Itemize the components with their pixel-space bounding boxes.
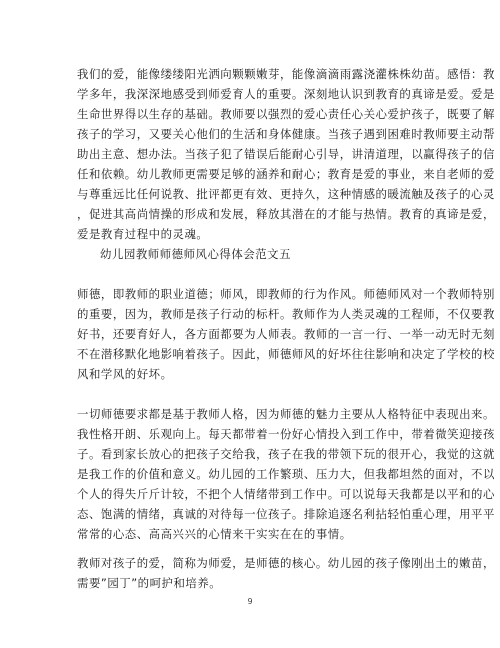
body-line: 与尊重远比任何说教、批评都更有效、更持久，这种情感的暖流触及孩子的心灵 — [77, 187, 495, 201]
body-line: 师德，即教师的职业道德；师风，即教师的行为作风。师德师风对一个教师特别 — [77, 287, 495, 301]
body-line: 我性格开朗、乐观向上。每天都带着一份好心情投入到工作中，带着微笑迎接孩 — [77, 427, 495, 441]
body-line: 风和学风的好坏。 — [77, 367, 173, 381]
page-number: 9 — [247, 597, 253, 606]
body-line: 态、饱满的情绪，真诚的对待每一位孩子。排除追逐名利拈轻怕重心理，用平平 — [77, 507, 495, 521]
body-line: 助出主意、想办法。当孩子犯了错误后能耐心引导，讲清道理，以赢得孩子的信 — [77, 147, 495, 161]
body-line: 子。看到家长放心的把孩子交给我，孩子在我的带领下玩的很开心，我觉的这就 — [77, 447, 495, 461]
body-line: 任和依赖。幼儿教师更需要足够的涵养和耐心；教育是爱的事业，来自老师的爱 — [77, 167, 495, 181]
body-line: 需要”园丁”的呵护和培养。 — [77, 576, 222, 590]
body-line: 一切师德要求都是基于教师人格，因为师德的魅力主要从人格特征中表现出来。 — [77, 407, 495, 421]
body-line: 爱是教育过程中的灵魂。 — [77, 227, 209, 241]
body-line: 不在潜移默化地影响着孩子。因此，师德师风的好坏往往影响和决定了学校的校 — [77, 347, 495, 361]
body-line: 的重要，因为，教师是孩子行动的标杆。教师作为人类灵魂的工程师，不仅要教 — [77, 307, 495, 321]
body-line: ，促进其高尚情操的形成和发展，释放其潜在的才能与热情。教育的真谛是爱， — [77, 207, 495, 221]
section-heading: 幼儿园教师师德师风心得体会范文五 — [100, 247, 292, 261]
body-line: 孩子的学习，又要关心他们的生活和身体健康。当孩子遇到困难时教师要主动帮 — [77, 127, 495, 141]
body-line: 常常的心态、高高兴兴的心情来干实实在在的事情。 — [77, 527, 352, 541]
body-line: 好书，还要育好人，各方面都要为人师表。教师的一言一行、一举一动无时无刻 — [77, 327, 495, 341]
body-line: 是我工作的价值和意义。幼儿园的工作繁琐、压力大，但我都坦然的面对，不以 — [77, 467, 495, 481]
body-line: 生命世界得以生存的基础。教师要以强烈的爱心责任心关心爱护孩子，既要了解 — [77, 107, 495, 121]
body-line: 学多年，我深深地感受到师爱育人的重要。深刻地认识到教育的真谛是爱。爱是 — [77, 87, 495, 101]
body-line: 我们的爱，能像缕缕阳光洒向颗颗嫩芽，能像滴滴雨露浇灌株株幼苗。感悟：教 — [77, 67, 495, 81]
body-line: 个人的得失斤斤计较，不把个人情绪带到工作中。可以说每天我都是以平和的心 — [77, 487, 495, 501]
body-line: 教师对孩子的爱，简称为师爱，是师德的核心。幼儿园的孩子像刚出土的嫩苗， — [77, 556, 495, 570]
